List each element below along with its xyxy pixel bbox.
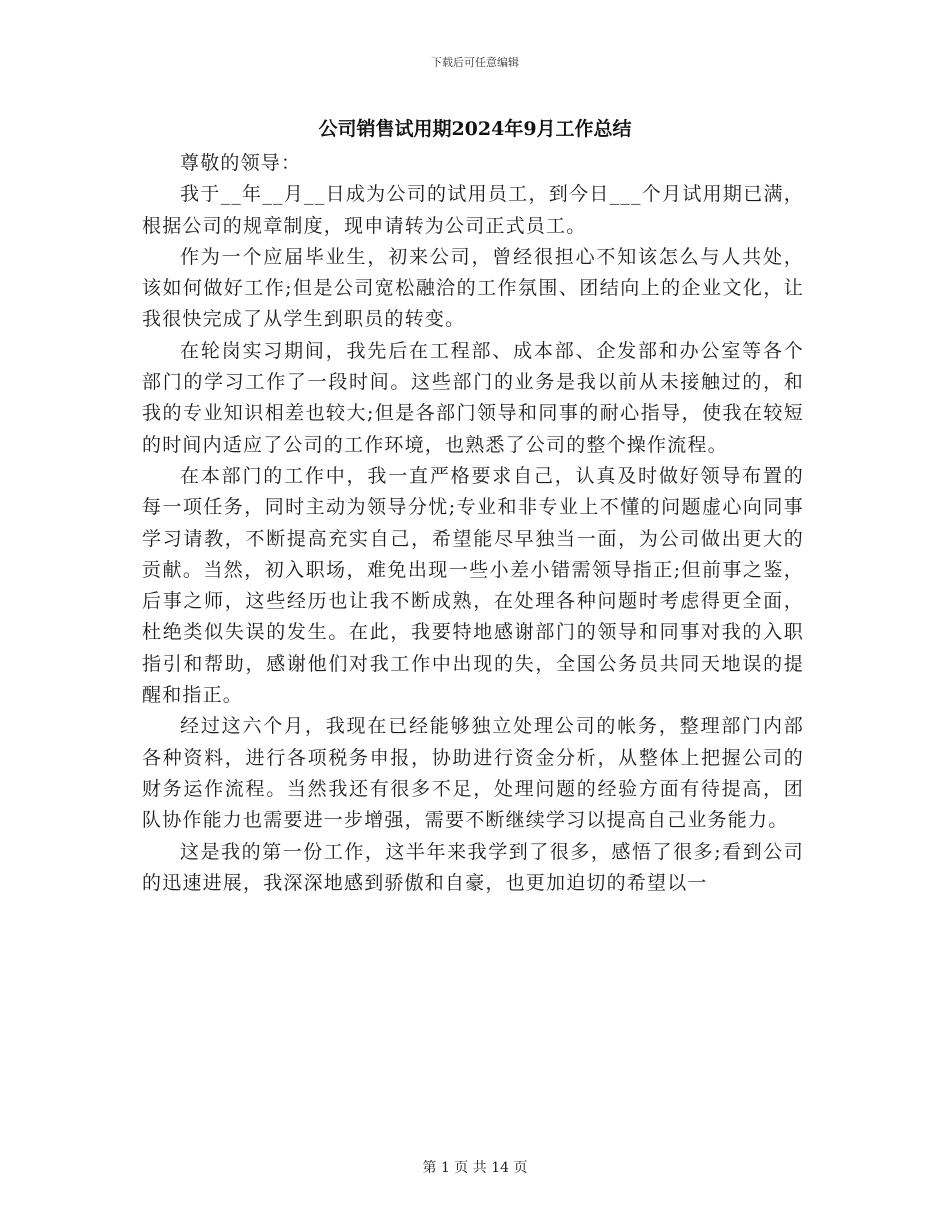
paragraph-1: 我于__年__月__日成为公司的试用员工，到今日___个月试用期已满，根据公司的规章制度，现申请转为公司正式员工。	[142, 183, 804, 237]
page-header-note: 下载后可任意编辑	[431, 56, 519, 69]
paragraph-3: 在轮岗实习期间，我先后在工程部、成本部、企发部和办公室等各个部门的学习工作了一段时间。这些部门的业务是我以前从未接触过的，和我的专业知识相差也较大;但是各部门领导和同事的耐心指导，使我在较短的时间内适应了公司的工作环境，也熟悉了公司的整个操作流程。	[142, 339, 804, 456]
document-body	[142, 148, 804, 899]
document-title: 公司销售试用期2024年9月工作总结	[318, 118, 632, 140]
page-number-footer: 第 1 页 共 14 页	[422, 1160, 528, 1176]
paragraph-4: 在本部门的工作中，我一直严格要求自己，认真及时做好领导布置的每一项任务，同时主动为领导分忧;专业和非专业上不懂的问题虚心向同事学习请教，不断提高充实自己，希望能尽早独当一面，为公司做出更大的贡献。当然，初入职场，难免出现一些小差小错需领导指正;但前事之鉴，后事之师，这些经历也让我不断成熟，在处理各种问题时考虑得更全面，杜绝类似失误的发生。在此，我要特地感谢部门的领导和同事对我的入职指引和帮助，感谢他们对我工作中出现的失，全国公务员共同天地误的提醒和指正。	[142, 464, 804, 707]
paragraph-2: 作为一个应届毕业生，初来公司，曾经很担心不知该怎么与人共处，该如何做好工作;但是公司宽松融洽的工作氛围、团结向上的企业文化，让我很快完成了从学生到职员的转变。	[142, 245, 804, 331]
paragraph-6: 这是我的第一份工作，这半年来我学到了很多，感悟了很多;看到公司的迅速进展，我深深地感到骄傲和自豪，也更加迫切的希望以一	[142, 840, 804, 894]
paragraph-5: 经过这六个月，我现在已经能够独立处理公司的帐务，整理部门内部各种资料，进行各项税务申报，协助进行资金分析，从整体上把握公司的财务运作流程。当然我还有很多不足，处理问题的经验方面有待提高，团队协作能力也需要进一步增强，需要不断继续学习以提高自己业务能力。	[142, 715, 804, 832]
paragraph-salutation: 尊敬的领导：	[180, 152, 302, 174]
